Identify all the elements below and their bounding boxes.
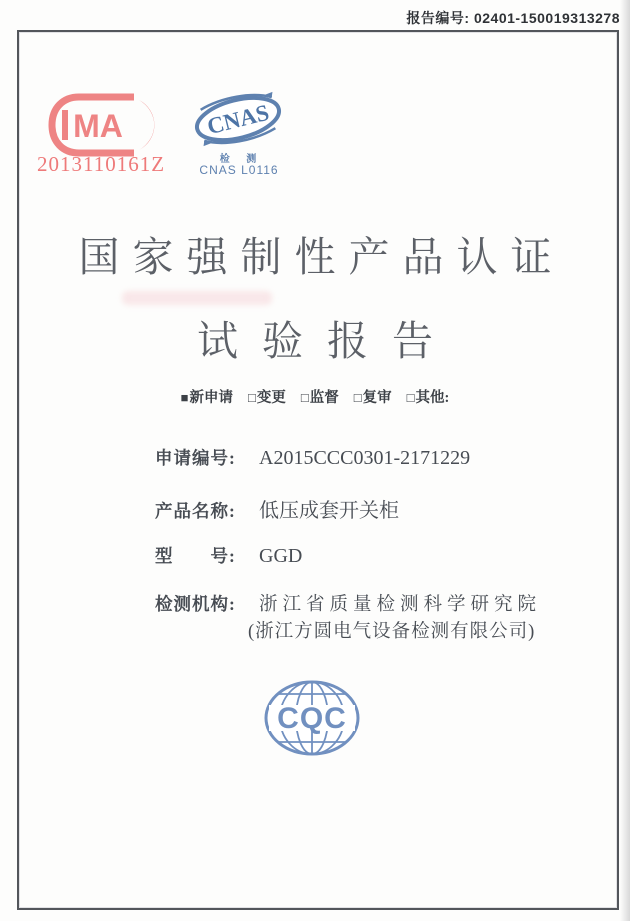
cnas-logo-icon xyxy=(190,86,286,152)
svg-text:MA: MA xyxy=(73,108,123,144)
stamp-bleed-smudge xyxy=(122,291,272,305)
model-row xyxy=(155,543,302,568)
unchecked-box-icon: □ xyxy=(353,390,362,405)
cma-cert-number: 2013110161Z xyxy=(36,152,166,176)
checkbox-other[interactable]: □其他: xyxy=(406,390,450,406)
product-name-row xyxy=(155,494,399,523)
model-value: GGD xyxy=(259,545,303,567)
checkbox-supervision[interactable]: □监督 xyxy=(300,390,339,406)
application-number-label: 申请编号: xyxy=(155,448,236,468)
svg-text:CQC: CQC xyxy=(277,702,347,735)
testing-agency-value: 浙江省质量检测科学研究院 xyxy=(259,595,542,615)
testing-agency-label: 检测机构: xyxy=(155,594,236,614)
checked-box-icon: ■ xyxy=(180,390,189,405)
unchecked-box-icon: □ xyxy=(300,390,309,405)
product-name-value: 低压成套开关柜 xyxy=(259,500,399,522)
unchecked-box-icon: □ xyxy=(248,390,256,405)
application-type-row xyxy=(0,386,630,407)
application-number-row xyxy=(155,445,470,470)
checkbox-new-application[interactable]: ■新申请 xyxy=(180,390,234,406)
testing-agency-row xyxy=(155,590,541,616)
report-number xyxy=(406,8,620,28)
checkbox-change[interactable]: □变更 xyxy=(248,390,286,406)
checkbox-review[interactable]: □复审 xyxy=(353,390,392,406)
scan-edge-shading xyxy=(620,0,630,921)
report-number-value: 02401-150019313278 xyxy=(473,10,620,26)
cnas-jiance-label: 检 测 xyxy=(219,154,264,165)
unchecked-box-icon: □ xyxy=(406,390,415,405)
report-number-label: 报告编号: xyxy=(406,10,470,26)
svg-text:CNAS: CNAS xyxy=(204,99,272,140)
cqc-logo-icon xyxy=(263,676,361,760)
page-subtitle: 试验报告 xyxy=(197,318,457,364)
cnas-accreditation-number: CNAS L0116 xyxy=(199,163,279,177)
model-label: 型 号: xyxy=(155,546,236,566)
testing-agency-value-line2: (浙江方圆电气设备检测有限公司) xyxy=(248,622,536,642)
product-name-label: 产品名称: xyxy=(155,501,236,521)
page-title: 国家强制性产品认证 xyxy=(78,234,565,280)
application-number-value: A2015CCC0301-2171229 xyxy=(259,447,471,469)
cma-logo-icon xyxy=(46,92,162,158)
